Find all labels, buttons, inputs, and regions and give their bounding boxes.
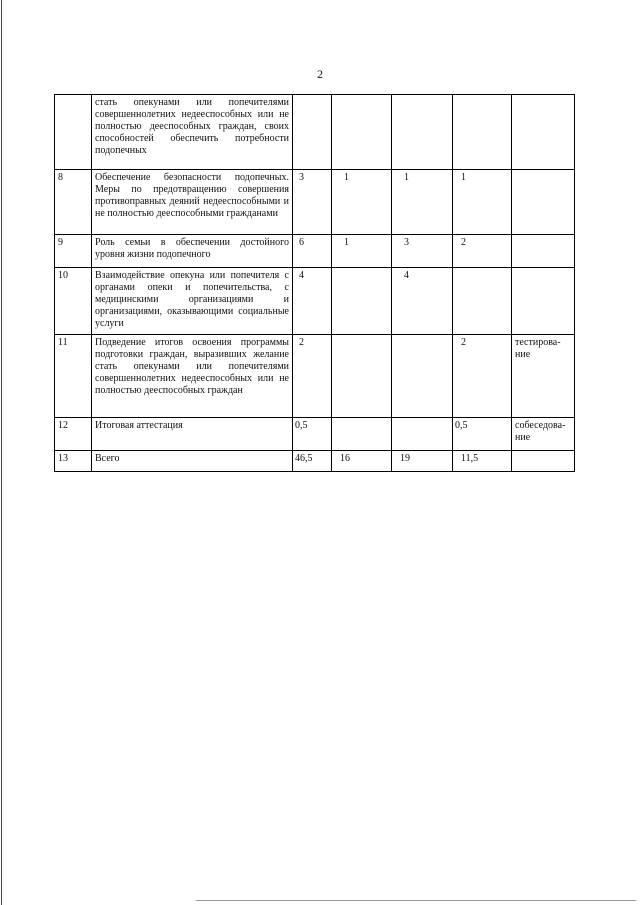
page-number: 2 <box>317 67 323 81</box>
hours-col-4 <box>392 418 453 451</box>
table-row <box>55 418 575 451</box>
table-row <box>55 268 575 335</box>
topic-description: Подведение итогов освоения программы подготовки граждан, выразивших желание стать опекунами или попечителями совершеннолетних недееспособных или не полностью дееспособных граждан <box>92 335 293 418</box>
hours-col-4: 19 <box>392 451 453 472</box>
table-row <box>55 451 575 472</box>
hours-col-5: 1 <box>453 170 512 235</box>
row-number: 11 <box>55 335 92 418</box>
row-number: 10 <box>55 268 92 335</box>
curriculum-table <box>54 94 575 472</box>
row-number <box>55 95 92 170</box>
hours-total: 2 <box>293 335 332 418</box>
control-form <box>512 235 575 268</box>
topic-description: Обеспечение безопасности подопечных. Меры по предотвращению совершения противоправных деяний недееспособными и не полностью дееспособными гражданами <box>92 170 293 235</box>
hours-col-3 <box>332 335 392 418</box>
hours-col-4 <box>392 95 453 170</box>
hours-col-5: 0,5 <box>453 418 512 451</box>
hours-total: 46,5 <box>293 451 332 472</box>
hours-col-5: 11,5 <box>453 451 512 472</box>
hours-total: 3 <box>293 170 332 235</box>
hours-col-5 <box>453 95 512 170</box>
hours-col-4: 1 <box>392 170 453 235</box>
hours-col-3: 1 <box>332 235 392 268</box>
page-left-edge <box>1 0 2 905</box>
topic-description: Взаимодействие опекуна или попечителя с органами опеки и попечительства, с медицинскими организациями и организациями, оказывающими социальные услуги <box>92 268 293 335</box>
hours-total: 0,5 <box>293 418 332 451</box>
hours-col-3 <box>332 95 392 170</box>
table-row <box>55 95 575 170</box>
control-form <box>512 170 575 235</box>
hours-col-5: 2 <box>453 335 512 418</box>
row-number: 9 <box>55 235 92 268</box>
row-number: 12 <box>55 418 92 451</box>
hours-col-4: 3 <box>392 235 453 268</box>
table-row <box>55 170 575 235</box>
topic-description: Роль семьи в обеспечении достойного уровня жизни подопечного <box>92 235 293 268</box>
hours-col-4 <box>392 335 453 418</box>
hours-col-4: 4 <box>392 268 453 335</box>
row-number: 8 <box>55 170 92 235</box>
hours-total <box>293 95 332 170</box>
control-form: собеседова-ние <box>512 418 575 451</box>
control-form: тестирова-ние <box>512 335 575 418</box>
page-bottom-edge <box>196 900 636 901</box>
table-row <box>55 335 575 418</box>
control-form <box>512 95 575 170</box>
control-form <box>512 451 575 472</box>
hours-total: 6 <box>293 235 332 268</box>
hours-col-3 <box>332 418 392 451</box>
topic-description: Всего <box>92 451 293 472</box>
hours-total: 4 <box>293 268 332 335</box>
topic-description: стать опекунами или попечителями совершеннолетних недееспособных или не полностью дееспособных граждан, своих способностей обеспечить потребности подопечных <box>92 95 293 170</box>
hours-col-3: 16 <box>332 451 392 472</box>
table-row <box>55 235 575 268</box>
hours-col-5 <box>453 268 512 335</box>
hours-col-3 <box>332 268 392 335</box>
topic-description: Итоговая аттестация <box>92 418 293 451</box>
control-form <box>512 268 575 335</box>
row-number: 13 <box>55 451 92 472</box>
hours-col-3: 1 <box>332 170 392 235</box>
hours-col-5: 2 <box>453 235 512 268</box>
